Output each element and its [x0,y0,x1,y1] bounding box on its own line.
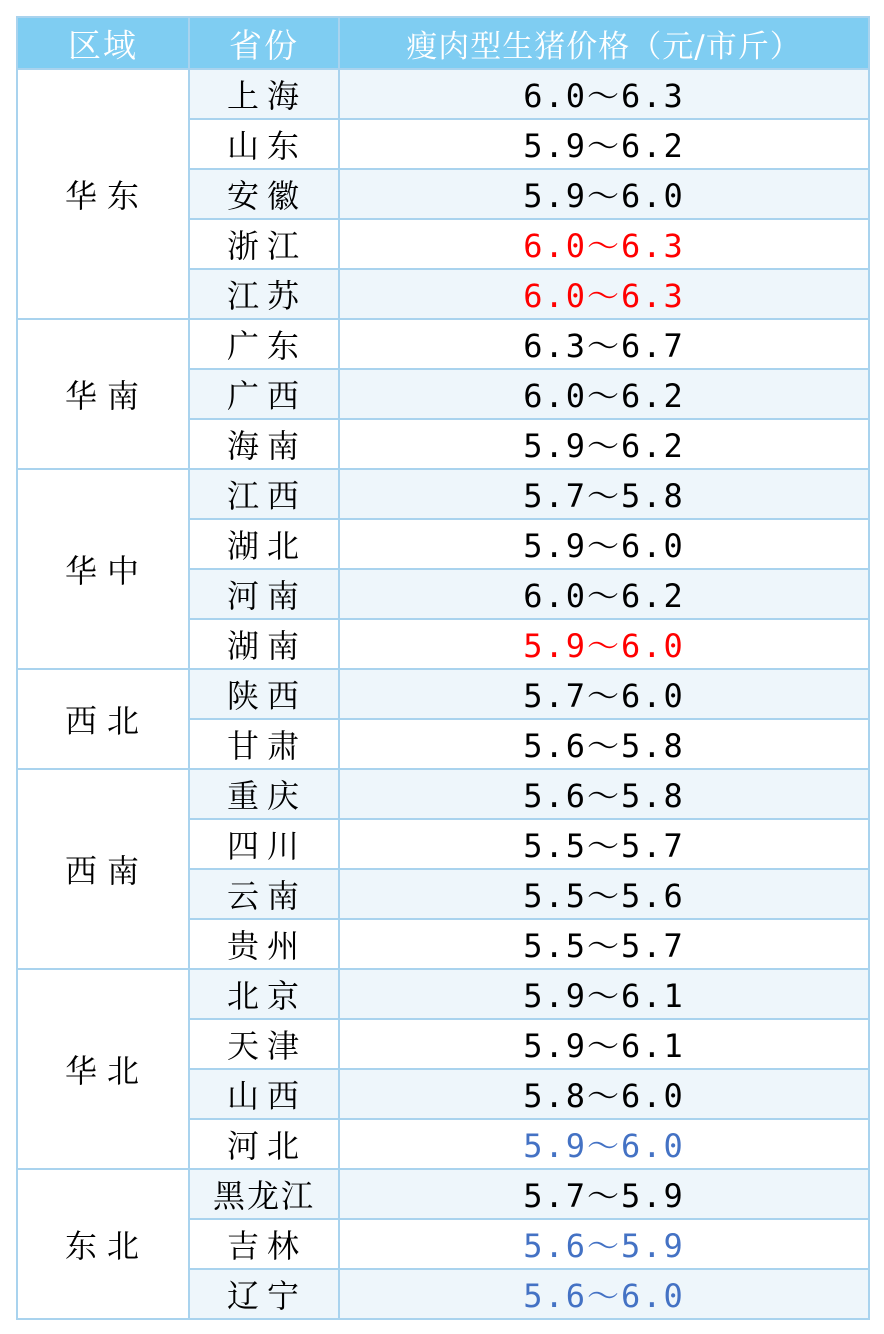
province-cell: 江苏 [189,269,339,319]
price-cell: 5.5～5.7 [339,819,869,869]
province-cell: 广西 [189,369,339,419]
price-cell: 5.9～6.2 [339,119,869,169]
price-cell: 6.0～6.3 [339,269,869,319]
price-cell: 5.7～5.8 [339,469,869,519]
province-cell: 甘肃 [189,719,339,769]
province-cell: 安徽 [189,169,339,219]
price-cell: 5.9～6.2 [339,419,869,469]
price-cell: 5.9～6.0 [339,169,869,219]
region-cell: 华东 [17,69,189,319]
price-cell: 5.6～5.8 [339,719,869,769]
price-cell: 5.7～5.9 [339,1169,869,1219]
header-region: 区域 [17,17,189,69]
table-row [17,769,869,819]
province-cell: 广东 [189,319,339,369]
province-cell: 湖北 [189,519,339,569]
region-cell: 西南 [17,769,189,969]
province-cell: 陕西 [189,669,339,719]
price-cell: 5.9～6.1 [339,969,869,1019]
price-cell: 6.0～6.2 [339,569,869,619]
table-row [17,319,869,369]
table-row [17,1169,869,1219]
province-cell: 吉林 [189,1219,339,1269]
region-cell: 华北 [17,969,189,1169]
price-cell: 5.9～6.0 [339,519,869,569]
table-row [17,669,869,719]
price-cell: 5.6～5.8 [339,769,869,819]
province-cell: 贵州 [189,919,339,969]
price-cell: 5.9～6.0 [339,1119,869,1169]
province-cell: 河北 [189,1119,339,1169]
region-cell: 华南 [17,319,189,469]
province-cell: 重庆 [189,769,339,819]
header-province: 省份 [189,17,339,69]
header-price: 瘦肉型生猪价格（元/市斤） [339,17,869,69]
province-cell: 浙江 [189,219,339,269]
province-cell: 四川 [189,819,339,869]
province-cell: 黑龙江 [189,1169,339,1219]
price-cell: 5.9～6.0 [339,619,869,669]
pig-price-table [16,16,870,1320]
price-cell: 5.5～5.6 [339,869,869,919]
province-cell: 云南 [189,869,339,919]
table-row [17,469,869,519]
region-cell: 东北 [17,1169,189,1319]
province-cell: 湖南 [189,619,339,669]
province-cell: 海南 [189,419,339,469]
price-cell: 5.8～6.0 [339,1069,869,1119]
price-cell: 6.3～6.7 [339,319,869,369]
province-cell: 河南 [189,569,339,619]
province-cell: 辽宁 [189,1269,339,1319]
province-cell: 江西 [189,469,339,519]
price-cell: 6.0～6.3 [339,219,869,269]
region-cell: 华中 [17,469,189,669]
header-row [17,17,869,69]
table-row [17,69,869,119]
price-cell: 6.0～6.2 [339,369,869,419]
price-cell: 5.5～5.7 [339,919,869,969]
province-cell: 山东 [189,119,339,169]
price-cell: 6.0～6.3 [339,69,869,119]
province-cell: 山西 [189,1069,339,1119]
province-cell: 北京 [189,969,339,1019]
province-cell: 上海 [189,69,339,119]
price-cell: 5.7～6.0 [339,669,869,719]
province-cell: 天津 [189,1019,339,1069]
table-row [17,969,869,1019]
price-cell: 5.6～6.0 [339,1269,869,1319]
table-header [17,17,869,69]
price-cell: 5.9～6.1 [339,1019,869,1069]
table-body [17,69,869,1319]
price-cell: 5.6～5.9 [339,1219,869,1269]
region-cell: 西北 [17,669,189,769]
